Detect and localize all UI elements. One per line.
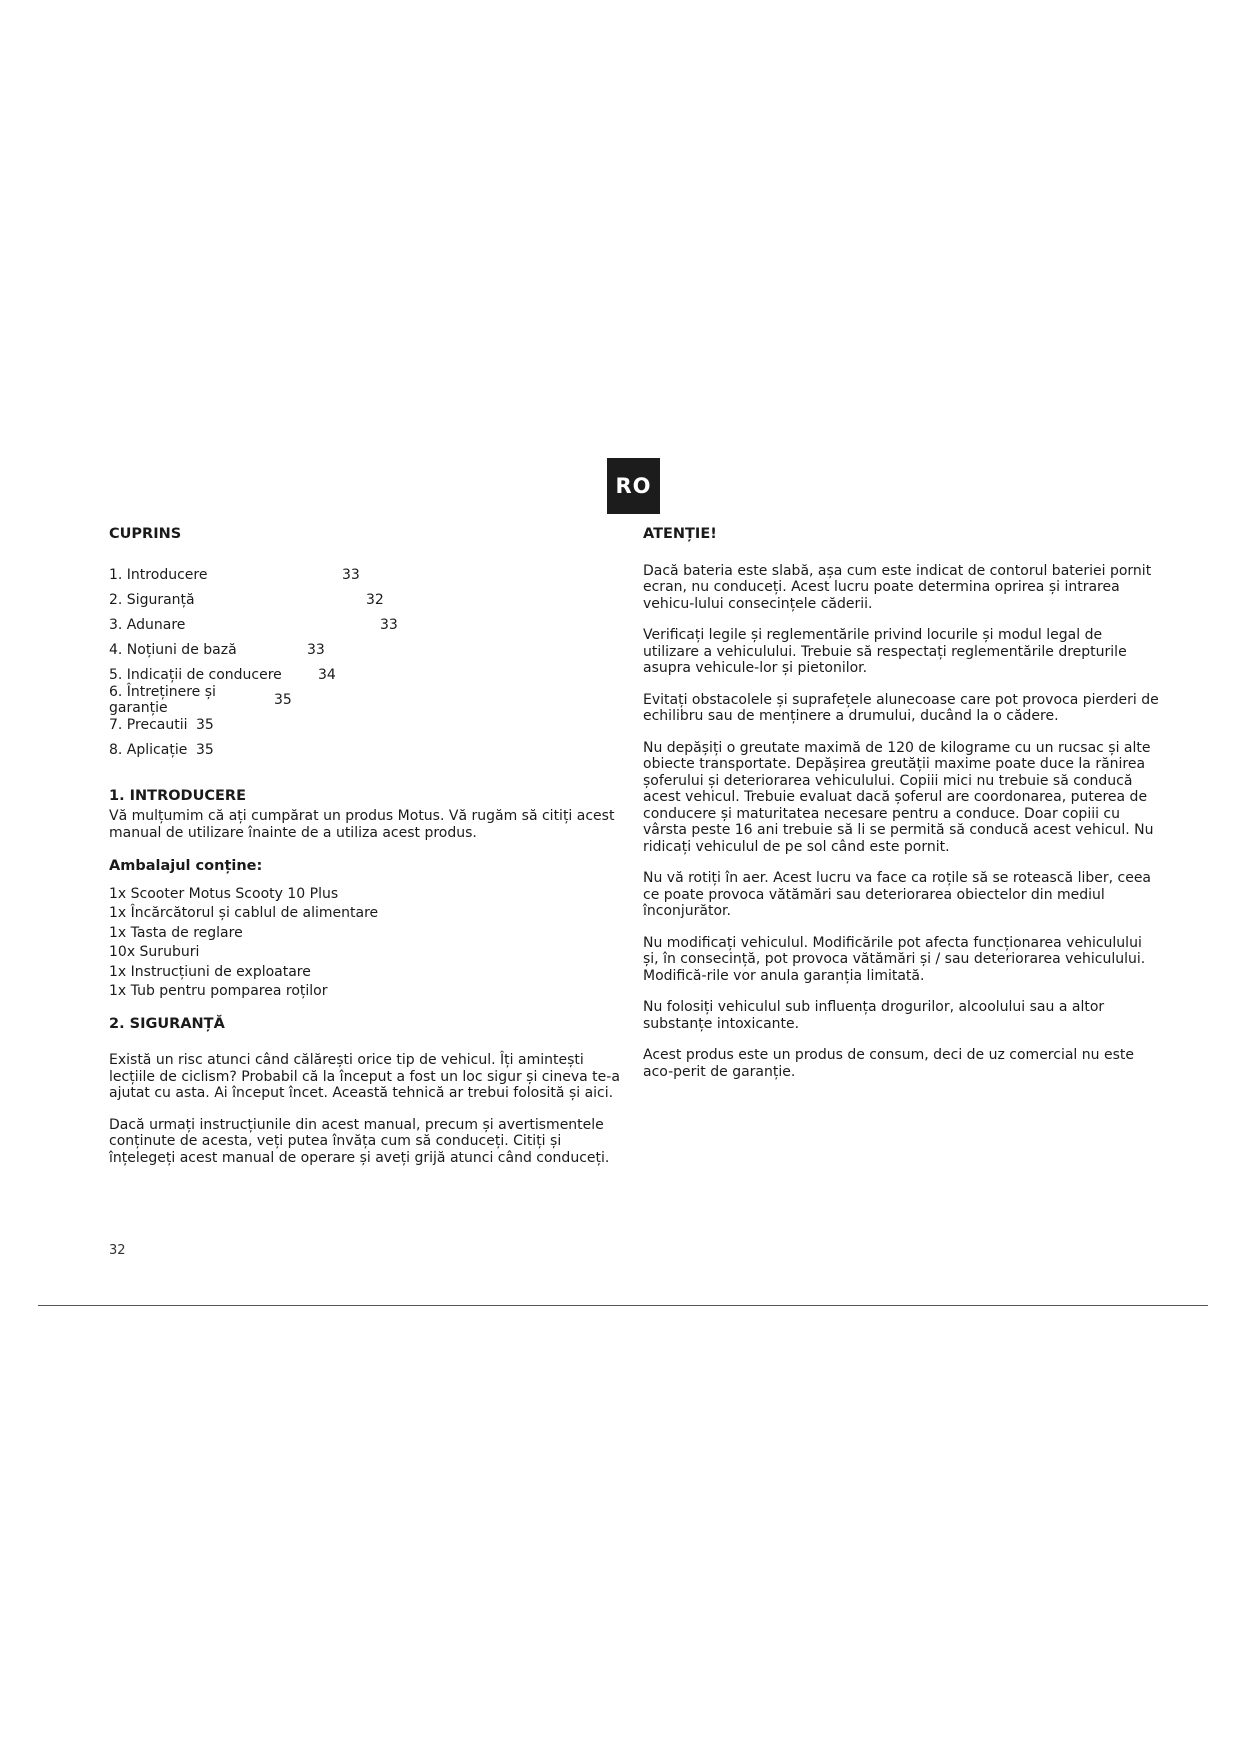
safety-heading: 2. SIGURANȚĂ	[109, 1015, 225, 1032]
list-item: 10x Suruburi	[109, 944, 200, 960]
list-item: 1x Scooter Motus Scooty 10 Plus	[109, 885, 339, 902]
toc-item-label: 8. Aplicație	[109, 741, 188, 758]
language-badge: RO	[607, 458, 660, 514]
list-item: 1x Instrucțiuni de exploatare	[109, 963, 311, 980]
introduction-text: Vă mulțumim că ați cumpărat un produs Motus. Vă rugăm să citiți acest manual de utilizare înainte de a utiliza acest produs.	[109, 808, 615, 841]
toc-item-page: 35	[196, 741, 214, 758]
package-contents-heading: Ambalajul conține:	[109, 858, 263, 874]
warning-heading: ATENȚIE!	[643, 526, 717, 542]
toc-item-page: 34	[318, 666, 336, 683]
toc-item-label: 2. Siguranță	[109, 591, 195, 608]
safety-paragraph: Există un risc atunci când călărești orice tip de vehicul. Îți amintești lecțiile de ciclism? Probabil că la început a fost un loc sigur și cineva te-a ajutat cu asta. Ai început încet. Această tehnică ar trebui folosită și aici.	[109, 1052, 620, 1101]
toc-item-page: 33	[342, 566, 360, 583]
toc-item-label: 3. Adunare	[109, 616, 186, 633]
warning-paragraph: Evitați obstacolele și suprafețele alunecoase care pot provoca pierderi de echilibru sau de menținere a drumului, ducând la o cădere.	[643, 691, 1159, 724]
toc-item-page: 33	[307, 641, 325, 658]
toc-item	[109, 563, 629, 588]
list-item: 1x Tub pentru pomparea roților	[109, 983, 328, 999]
list-item: 1x Încărcătorul și cablul de alimentare	[109, 905, 379, 921]
warning-paragraph: Nu modificați vehiculul. Modificările pot afecta funcționarea vehiculului și, în consecință, pot provoca vătămări și / sau deteriorarea vehiculului. Modifică-rile vor anula garanția limitată.	[643, 934, 1146, 984]
toc-item-label: 5. Indicații de conducere	[109, 666, 282, 683]
warning-paragraph: Nu folosiți vehiculul sub influența drogurilor, alcoolului sau a altor substanțe intoxicante.	[643, 999, 1105, 1032]
bottom-divider	[38, 1305, 1208, 1306]
warning-paragraph: Nu depășiți o greutate maximă de 120 de kilograme cu un rucsac și alte obiecte transportate. Depășirea greutății maxime poate duce la rănirea șoferului și deteriorarea vehiculului. Copiii mici nu trebuie să conducă acest vehicul. Trebuie evaluat dacă șoferul are coordonarea, puterea de conducere și maturitatea necesare pentru a conduce. Doar copiii cu vârsta peste 16 ani trebuie să li se permită să conducă acest vehicul. Nu ridicați vehiculul de pe sol când este pornit.	[643, 739, 1154, 855]
toc-item	[109, 588, 629, 613]
safety-paragraph: Dacă urmați instrucțiunile din acest manual, precum și avertismentele conținute de acesta, veți putea învăța cum să conduceți. Citiți și înțelegeți acest manual de operare și aveți grijă atunci când conduceți.	[109, 1116, 610, 1166]
toc-item-label: 7. Precautii	[109, 716, 188, 733]
left-column	[109, 526, 629, 1166]
warning-paragraph: Dacă bateria este slabă, așa cum este indicat de contorul bateriei pornit ecran, nu conduceți. Acest lucru poate determina oprirea și intrarea vehicu-lului consecințele căderii.	[643, 562, 1152, 612]
toc-item	[109, 638, 629, 663]
package-contents-list	[109, 885, 629, 1002]
warning-paragraph: Acest produs este un produs de consum, deci de uz comercial nu este aco-perit de garanție.	[643, 1047, 1134, 1080]
warning-paragraph: Nu vă rotiți în aer. Acest lucru va face ca roțile să se rotească liber, ceea ce poate provoca vătămări sau deteriorarea obiectelor din mediul înconjurător.	[643, 870, 1152, 919]
toc-item-page: 35	[196, 716, 214, 733]
toc-item	[109, 613, 629, 638]
toc-item-page: 35	[274, 691, 292, 708]
table-of-contents	[109, 563, 629, 763]
toc-item-label: 1. Introducere	[109, 566, 208, 583]
list-item: 1x Tasta de reglare	[109, 924, 243, 941]
toc-item	[109, 683, 629, 716]
toc-item-page: 32	[366, 591, 384, 608]
toc-item-label: 4. Noțiuni de bază	[109, 641, 237, 658]
toc-item-page: 33	[380, 616, 398, 633]
warning-paragraph: Verificați legile și reglementările privind locurile și modul legal de utilizare a vehiculului. Trebuie să respectați reglementările drepturile asupra vehicule-lor și pietonilor.	[643, 627, 1127, 676]
toc-title: CUPRINS	[109, 526, 182, 542]
toc-item	[109, 713, 629, 738]
introduction-heading: 1. INTRODUCERE	[109, 787, 246, 804]
toc-item	[109, 738, 629, 763]
toc-item-label: 6. Întreținere și garanție	[109, 683, 216, 716]
right-column	[643, 526, 1161, 1080]
page-number: 32	[109, 1243, 126, 1258]
